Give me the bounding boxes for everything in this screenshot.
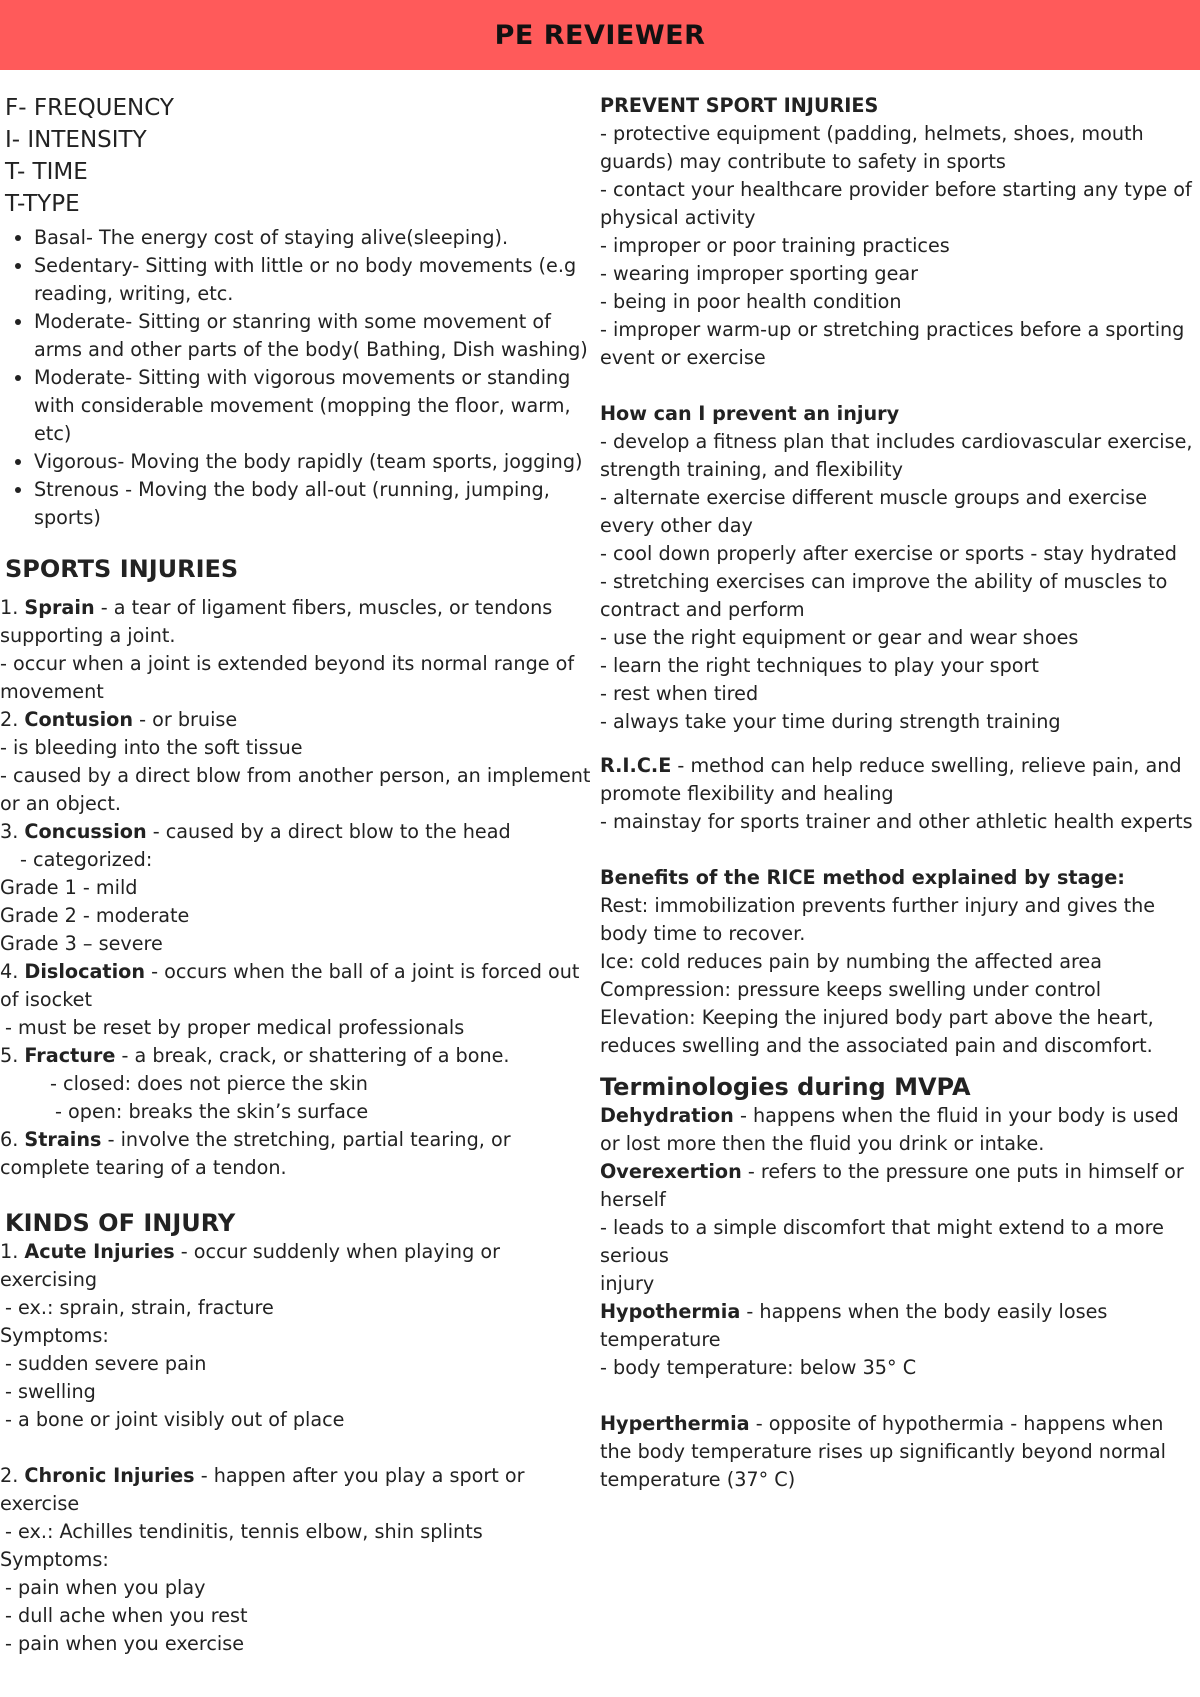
list-item: - wearing improper sporting gear: [600, 262, 919, 285]
fracture-closed: - closed: does not pierce the skin: [50, 1072, 368, 1095]
section-title-prevent-injury: How can I prevent an injury: [600, 402, 900, 425]
injury-sprain: 1. Sprain - a tear of ligament fibers, muscles, or tendons supporting a joint.: [0, 596, 553, 647]
concussion-grade: Grade 2 - moderate: [0, 904, 190, 927]
page-title: PE REVIEWER: [494, 19, 706, 51]
list-item: - cool down properly after exercise or sports - stay hydrated: [600, 542, 1177, 565]
section-title-rice-benefits: Benefits of the RICE method explained by stage:: [600, 866, 1125, 889]
injury-contusion-note: - is bleeding into the soft tissue: [0, 736, 303, 759]
term-dehydration: Dehydration - happens when the fluid in your body is used or lost more then the fluid you drink or intake.: [600, 1104, 1179, 1155]
symptom-item: - dull ache when you rest: [5, 1604, 248, 1627]
list-item: - being in poor health condition: [600, 290, 902, 313]
section-title-kinds-of-injury: KINDS OF INJURY: [5, 1209, 236, 1237]
symptom-item: - pain when you exercise: [5, 1632, 245, 1655]
list-item: - learn the right techniques to play your sport: [600, 654, 1039, 677]
list-item: Compression: pressure keeps swelling under control: [600, 978, 1102, 1001]
symptom-item: - a bone or joint visibly out of place: [5, 1408, 345, 1431]
rice-benefits-list: [600, 892, 1198, 1060]
injury-concussion-categorized: - categorized:: [20, 848, 153, 871]
injury-sprain-note: - occur when a joint is extended beyond its normal range of movement: [0, 652, 575, 703]
term-hyperthermia: Hyperthermia - opposite of hypothermia - happens when the body temperature rises up significantly beyond normal temperature (37° C): [600, 1412, 1167, 1491]
prevent-sport-list: [600, 120, 1198, 372]
section-title-terminologies: Terminologies during MVPA: [600, 1073, 971, 1101]
injury-strains: 6. Strains - involve the stretching, partial tearing, or complete tearing of a tendon.: [0, 1128, 511, 1179]
list-item: - improper warm-up or stretching practices before a sporting event or exercise: [600, 318, 1185, 369]
rice-note: - mainstay for sports trainer and other athletic health experts: [600, 810, 1193, 833]
list-item: - improper or poor training practices: [600, 234, 950, 257]
term-overexertion: Overexertion - refers to the pressure one puts in himself or herself: [600, 1160, 1184, 1211]
kind-acute-ex: - ex.: sprain, strain, fracture: [5, 1296, 274, 1319]
terminologies-list: [600, 1102, 1198, 1494]
symptoms-label: Symptoms:: [0, 1548, 109, 1571]
list-item: - protective equipment (padding, helmets, shoes, mouth guards) may contribute to safety in sports: [600, 122, 1144, 173]
injury-fracture: 5. Fracture - a break, crack, or shattering of a bone.: [0, 1044, 510, 1067]
list-item: - contact your healthcare provider before starting any type of physical activity: [600, 178, 1192, 229]
concussion-grade: Grade 3 – severe: [0, 932, 163, 955]
list-item: Elevation: Keeping the injured body part above the heart, reduces swelling and the associated pain and discomfort.: [600, 1006, 1154, 1057]
list-item: - stretching exercises can improve the ability of muscles to contract and perform: [600, 570, 1168, 621]
concussion-grade: Grade 1 - mild: [0, 876, 138, 899]
header-banner: [0, 0, 1200, 70]
fitt-intensity: I- INTENSITY: [5, 127, 147, 153]
fitt-time: T- TIME: [5, 159, 88, 185]
term-overexertion-note: injury: [600, 1272, 655, 1295]
section-title-prevent-sport-injuries: PREVENT SPORT INJURIES: [600, 94, 879, 117]
list-item: • Moderate- Sitting with vigorous movements or standing with considerable movement (mopping the floor, warm, etc): [34, 364, 598, 448]
symptoms-label: Symptoms:: [0, 1324, 109, 1347]
injury-concussion: 3. Concussion - caused by a direct blow to the head: [0, 820, 511, 843]
list-item: Rest: immobilization prevents further injury and gives the body time to recover.: [600, 894, 1156, 945]
fitt-frequency: F- FREQUENCY: [5, 95, 174, 121]
left-column: [0, 92, 598, 1658]
term-hypothermia-note: - body temperature: below 35° C: [600, 1356, 917, 1379]
rice-definition: R.I.C.E - method can help reduce swelling, relieve pain, and promote flexibility and healing: [600, 754, 1182, 805]
injury-contusion-note: - caused by a direct blow from another person, an implement or an object.: [0, 764, 591, 815]
sports-injuries-list: [0, 594, 598, 1182]
term-overexertion-note: - leads to a simple discomfort that might extend to a more serious: [600, 1216, 1164, 1267]
term-hypothermia: Hypothermia - happens when the body easily loses temperature: [600, 1300, 1108, 1351]
prevent-injury-list: [600, 428, 1198, 736]
symptom-item: - sudden severe pain: [5, 1352, 207, 1375]
list-item: - alternate exercise different muscle groups and exercise every other day: [600, 486, 1148, 537]
kind-chronic: 2. Chronic Injuries - happen after you play a sport or exercise: [0, 1464, 525, 1515]
symptom-item: - pain when you play: [5, 1576, 206, 1599]
fracture-open: - open: breaks the skin’s surface: [55, 1100, 369, 1123]
injury-dislocation-note: - must be reset by proper medical professionals: [5, 1016, 465, 1039]
list-item: Ice: cold reduces pain by numbing the affected area: [600, 950, 1102, 973]
kinds-of-injury-list: [0, 1238, 598, 1658]
right-column: [600, 92, 1198, 1494]
fitt-list: [0, 92, 598, 220]
list-item: - always take your time during strength training: [600, 710, 1061, 733]
list-item: - develop a fitness plan that includes cardiovascular exercise, strength training, and flexibility: [600, 430, 1193, 481]
intensity-list: [0, 224, 598, 532]
list-item: - use the right equipment or gear and wear shoes: [600, 626, 1079, 649]
kind-acute: 1. Acute Injuries - occur suddenly when playing or exercising: [0, 1240, 500, 1291]
list-item: • Basal- The energy cost of staying alive(sleeping).: [34, 224, 598, 252]
list-item: • Moderate- Sitting or stanring with some movement of arms and other parts of the body( Bathing, Dish washing): [34, 308, 598, 364]
section-title-sports-injuries: SPORTS INJURIES: [5, 555, 239, 583]
list-item: • Strenous - Moving the body all-out (running, jumping, sports): [34, 476, 598, 532]
rice-block: [600, 752, 1198, 836]
injury-contusion: 2. Contusion - or bruise: [0, 708, 238, 731]
list-item: • Sedentary- Sitting with little or no body movements (e.g reading, writing, etc.: [34, 252, 598, 308]
fitt-type: T-TYPE: [5, 191, 80, 217]
kind-chronic-ex: - ex.: Achilles tendinitis, tennis elbow, shin splints: [5, 1520, 483, 1543]
symptom-item: - swelling: [5, 1380, 96, 1403]
list-item: - rest when tired: [600, 682, 759, 705]
list-item: • Vigorous- Moving the body rapidly (team sports, jogging): [34, 448, 598, 476]
injury-dislocation: 4. Dislocation - occurs when the ball of a joint is forced out of isocket: [0, 960, 580, 1011]
